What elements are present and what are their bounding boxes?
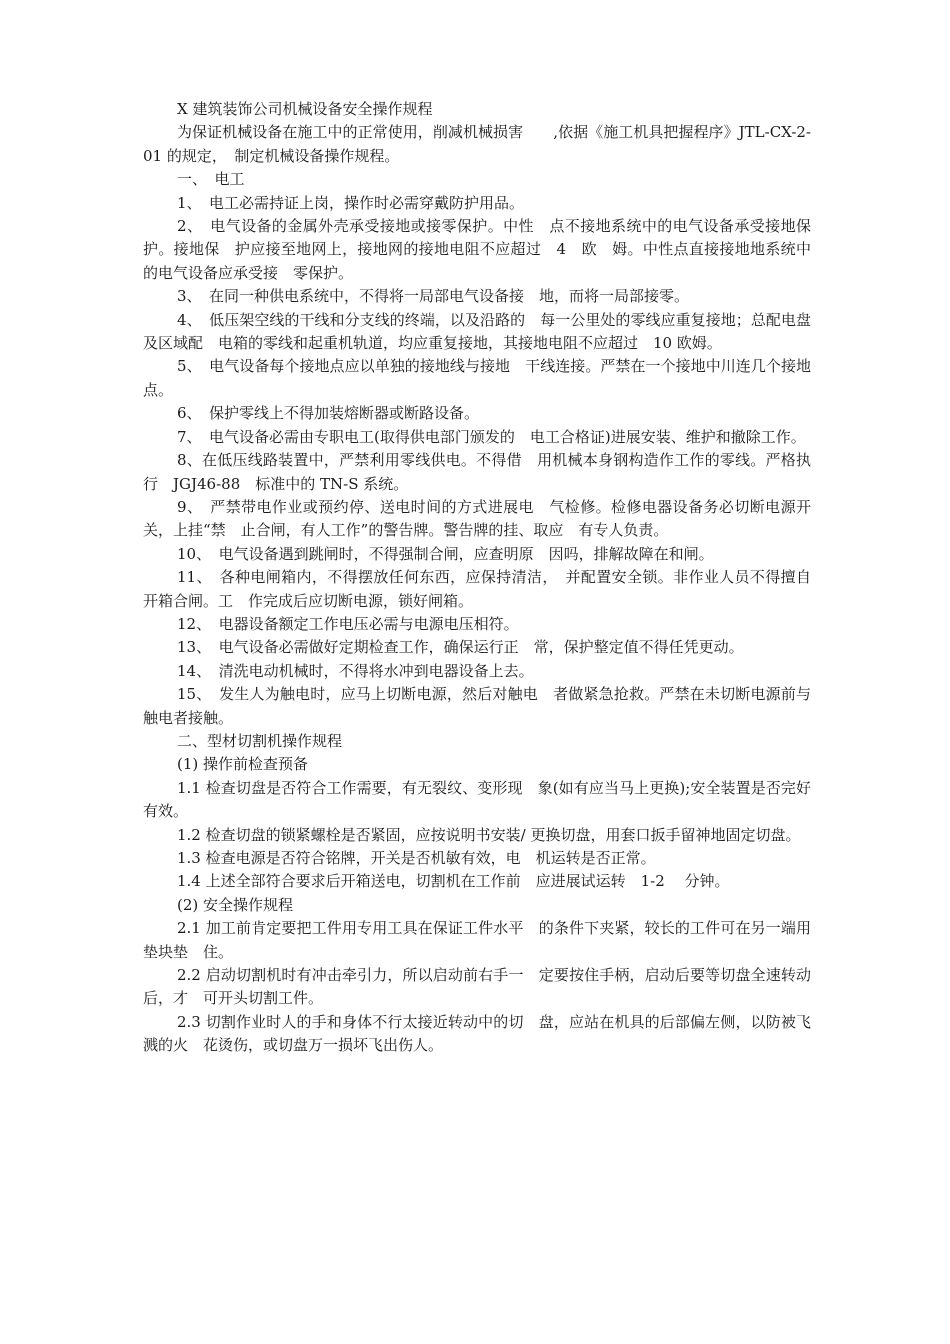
rule-paragraph: 2、 电气设备的金属外壳承受接地或接零保护。中性 点不接地系统中的电气设备承受接地保护。接地保 护应接至地网上，接地网的接地电阻不应超过 4 欧 姆。中性点直接接地地系统中的电气设备应承受接 零保护。 xyxy=(143,217,811,282)
rule-paragraph: 6、 保护零线上不得加装熔断器或断路设备。 xyxy=(177,404,480,423)
subsection-heading-safe-operation: (2) 安全操作规程 xyxy=(177,895,294,914)
rule-paragraph: 2.1 加工前肯定要把工件用专用工具在保证工件水平 的条件下夹紧，较长的工件可在另一端用垫块垫 住。 xyxy=(143,919,811,961)
section-heading-cutting-machine: 二、型材切割机操作规程 xyxy=(177,731,343,750)
subsection-heading-pre-check: (1) 操作前检查预备 xyxy=(177,755,309,774)
rule-paragraph: 12、 电器设备额定工作电压必需与电源电压相符。 xyxy=(177,614,519,633)
rule-paragraph: 3、 在同一种供电系统中，不得将一局部电气设备接 地，而将一局部接零。 xyxy=(177,287,690,306)
rule-paragraph: 13、 电气设备必需做好定期检查工作，确保运行正 常，保护整定值不得任凭更动。 xyxy=(177,638,744,657)
rule-paragraph: 2.2 启动切割机时有冲击牵引力，所以启动前右手一 定要按住手柄，启动后要等切盘全速转动后，才 可开头切割工件。 xyxy=(143,966,811,1008)
rule-paragraph: 15、 发生人为触电时，应马上切断电源，然后对触电 者做紧急抢救。严禁在未切断电源前与触电者接触。 xyxy=(143,685,811,727)
rule-paragraph: 7、 电气设备必需由专职电工(取得供电部门颁发的 电工合格证)进展安装、维护和撤除工作。 xyxy=(177,427,806,446)
rule-paragraph: 1.1 检查切盘是否符合工作需要，有无裂纹、变形现 象(如有应当马上更换);安全装置是否完好有效。 xyxy=(143,778,811,821)
rule-paragraph: 2.3 切割作业时人的手和身体不行太接近转动中的切 盘，应站在机具的后部偏左侧，以防被飞溅的火 花烫伤，或切盘万一损坏飞出伤人。 xyxy=(143,1012,811,1055)
intro-paragraph: 为保证机械设备在施工中的正常使用，削减机械损害 ,依据《施工机具把握程序》JTL-CX-2-01 的规定， 制定机械设备操作规程。 xyxy=(143,123,811,165)
rule-paragraph: 1、 电工必需持证上岗，操作时必需穿戴防护用品。 xyxy=(177,193,525,212)
rule-paragraph: 9、 严禁带电作业或预约停、送电时间的方式进展电 气检修。检修电器设备务必切断电源开关，上挂“禁 止合闸，有人工作”的警告牌。警告牌的挂、取应 有专人负责。 xyxy=(143,497,811,540)
rule-paragraph: 8、在低压线路装置中，严禁利用零线供电。不得借 用机械本身钢构造作工作的零线。严格执行 JGJ46-88 标准中的 TN-S 系统。 xyxy=(143,451,811,493)
rule-paragraph: 11、 各种电闸箱内，不得摆放任何东西，应保持清洁， 并配置安全锁。非作业人员不得擅自开箱合闸。工 作完成后应切断电源，锁好闸箱。 xyxy=(143,568,811,610)
rule-paragraph: 1.4 上述全部符合要求后开箱送电，切割机在工作前 应进展试运转 1-2 分钟。 xyxy=(177,872,730,891)
rule-paragraph: 1.3 检查电源是否符合铭牌，开关是否机敏有效，电 机运转是否正常。 xyxy=(177,849,656,867)
rule-paragraph: 5、 电气设备每个接地点应以单独的接地线与接地 干线连接。严禁在一个接地中川连几个接地点。 xyxy=(143,357,811,399)
document-title: X 建筑装饰公司机械设备安全操作规程 xyxy=(177,100,433,118)
section-heading-electrician: 一、 电工 xyxy=(177,170,245,189)
document-body xyxy=(143,98,811,1058)
rule-paragraph: 4、 低压架空线的干线和分支线的终端，以及沿路的 每一公里处的零线应重复接地；总配电盘及区域配 电箱的零线和起重机轨道，均应重复接地，其接地电阻不应超过 10 欧姆。 xyxy=(143,310,811,353)
rule-paragraph: 1.2 检查切盘的锁紧螺栓是否紧固，应按说明书安装/ 更换切盘，用套口扳手留神地固定切盘。 xyxy=(177,825,801,844)
rule-paragraph: 14、 清洗电动机械时，不得将水冲到电器设备上去。 xyxy=(177,661,534,680)
rule-paragraph: 10、 电气设备遇到跳闸时，不得强制合闸，应查明原 因吗，排解故障在和闸。 xyxy=(177,544,714,563)
